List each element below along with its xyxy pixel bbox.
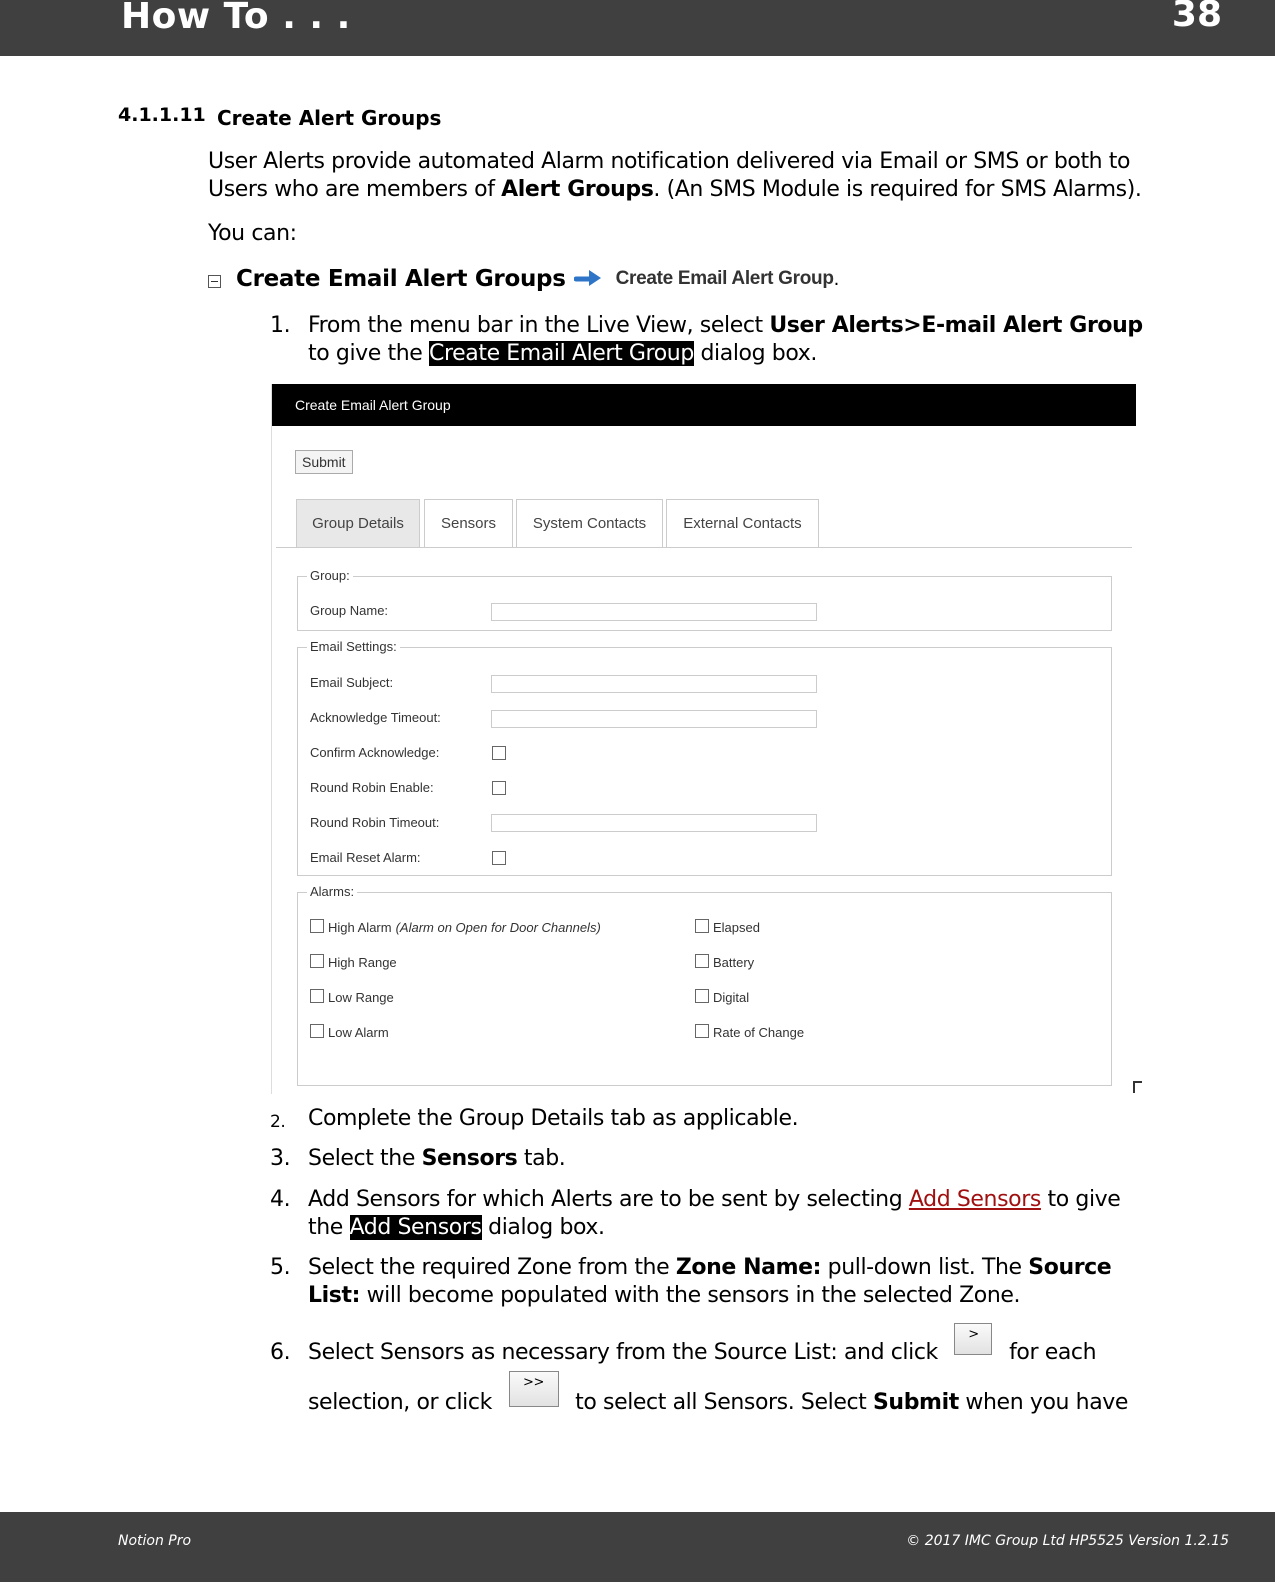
rr-timeout-input[interactable] bbox=[491, 814, 817, 832]
step-highlight: Create Email Alert Group bbox=[429, 341, 694, 366]
step-text: to select all Sensors. Select bbox=[568, 1390, 873, 1415]
create-email-alert-group-dialog bbox=[271, 384, 1136, 1094]
add-one-button[interactable]: > bbox=[954, 1323, 992, 1355]
group-fieldset bbox=[297, 568, 1112, 631]
alarm-elapsed[interactable] bbox=[695, 920, 760, 935]
submit-button[interactable]: Submit bbox=[295, 450, 353, 474]
add-all-button[interactable]: >> bbox=[509, 1371, 559, 1407]
ack-timeout-input[interactable] bbox=[491, 710, 817, 728]
email-settings-legend: Email Settings: bbox=[307, 639, 400, 654]
confirm-ack-label: Confirm Acknowledge: bbox=[310, 745, 440, 760]
alarm-label: Low Alarm bbox=[328, 1025, 389, 1040]
step-text: dialog box. bbox=[693, 341, 817, 366]
confirm-ack-checkbox[interactable] bbox=[492, 746, 506, 760]
reset-alarm-checkbox[interactable] bbox=[492, 851, 506, 865]
header-title: How To . . . bbox=[121, 0, 351, 37]
alarm-high-alarm[interactable] bbox=[310, 920, 601, 935]
intro-text-b: . (An SMS Module is required for SMS Alarms). bbox=[653, 177, 1142, 202]
step-highlight: Add Sensors bbox=[349, 1215, 482, 1240]
step-number: 6. bbox=[270, 1340, 291, 1365]
alarm-low-alarm[interactable] bbox=[310, 1025, 389, 1040]
alarm-digital[interactable] bbox=[695, 990, 749, 1005]
step-number: 2. bbox=[270, 1112, 286, 1132]
step-text: when you have bbox=[958, 1390, 1129, 1415]
intro-paragraph bbox=[208, 148, 1153, 204]
alarm-label: Digital bbox=[713, 990, 750, 1005]
step-text: to give the bbox=[308, 341, 430, 366]
alarm-battery[interactable] bbox=[695, 955, 754, 970]
alarm-label: High Range bbox=[328, 955, 397, 970]
page-footer bbox=[0, 1512, 1275, 1582]
step-bold: Zone Name: bbox=[675, 1255, 822, 1280]
tab-group-details[interactable]: Group Details bbox=[296, 499, 420, 547]
step-text: for each selection, or click bbox=[308, 1340, 1097, 1415]
tab-sensors[interactable]: Sensors bbox=[424, 499, 513, 547]
step-text: Add Sensors for which Alerts are to be sent by selecting bbox=[308, 1187, 909, 1212]
alarm-label: Battery bbox=[713, 955, 755, 970]
step-number: 1. bbox=[270, 313, 291, 338]
step-text: Select Sensors as necessary from the Source List: and click bbox=[308, 1340, 945, 1365]
step-bold: Source List: bbox=[308, 1255, 1112, 1308]
alarm-label: Rate of Change bbox=[713, 1025, 805, 1040]
group-name-label: Group Name: bbox=[310, 603, 389, 618]
email-subject-input[interactable] bbox=[491, 675, 817, 693]
group-legend: Group: bbox=[307, 568, 353, 583]
checkbox[interactable] bbox=[310, 919, 324, 933]
step-text: will become populated with the sensors in the selected Zone. bbox=[359, 1283, 1021, 1308]
page-number: 38 bbox=[1171, 0, 1222, 35]
step-bold: Sensors bbox=[421, 1146, 518, 1171]
intro-bold: Alert Groups bbox=[501, 177, 654, 202]
rr-timeout-label: Round Robin Timeout: bbox=[310, 815, 440, 830]
step-number: 4. bbox=[270, 1187, 291, 1212]
alarm-rate-of-change[interactable] bbox=[695, 1025, 804, 1040]
step-4 bbox=[270, 1186, 1150, 1242]
tab-external-contacts[interactable]: External Contacts bbox=[666, 499, 819, 547]
rr-enable-checkbox[interactable] bbox=[492, 781, 506, 795]
checkbox[interactable] bbox=[695, 989, 709, 1003]
you-can-text: You can: bbox=[208, 221, 297, 246]
step-2 bbox=[270, 1105, 1150, 1133]
step-text: pull-down list. The bbox=[821, 1255, 1029, 1280]
checkbox[interactable] bbox=[310, 954, 324, 968]
alarm-low-range[interactable] bbox=[310, 990, 394, 1005]
step-text: Select the bbox=[308, 1146, 422, 1171]
group-name-input[interactable] bbox=[491, 603, 817, 621]
section-number: 4.1.1.11 bbox=[118, 104, 206, 126]
alarm-label: High Alarm bbox=[328, 920, 392, 935]
step-text: Select the required Zone from the bbox=[308, 1255, 676, 1280]
footer-product: Notion Pro bbox=[118, 1533, 192, 1549]
step-text: From the menu bar in the Live View, select bbox=[308, 313, 770, 338]
step-text: Complete the Group Details tab as applicable. bbox=[308, 1106, 799, 1131]
dialog-title: Create Email Alert Group bbox=[272, 384, 1136, 426]
rr-enable-label: Round Robin Enable: bbox=[310, 780, 434, 795]
checkbox[interactable] bbox=[310, 989, 324, 1003]
checkbox[interactable] bbox=[695, 919, 709, 933]
expander-label: Create Email Alert Groups bbox=[236, 266, 566, 292]
email-subject-label: Email Subject: bbox=[310, 675, 394, 690]
collapse-icon[interactable] bbox=[208, 275, 221, 288]
step-bold: Submit bbox=[872, 1390, 959, 1415]
alarms-legend: Alarms: bbox=[307, 884, 357, 899]
step-text: dialog box. bbox=[481, 1215, 605, 1240]
ack-timeout-label: Acknowledge Timeout: bbox=[310, 710, 441, 725]
step-text: to give the bbox=[308, 1187, 1121, 1240]
step-1 bbox=[270, 312, 1150, 368]
expander-create-email-alert-groups[interactable] bbox=[208, 266, 839, 292]
email-settings-fieldset bbox=[297, 639, 1112, 876]
step-6 bbox=[270, 1327, 1150, 1439]
page-header bbox=[0, 0, 1275, 56]
step-bold: User Alerts>E-mail Alert Group bbox=[769, 313, 1143, 338]
checkbox[interactable] bbox=[695, 1024, 709, 1038]
step-text: tab. bbox=[517, 1146, 566, 1171]
step-3 bbox=[270, 1145, 1150, 1173]
section-title: Create Alert Groups bbox=[217, 106, 442, 130]
tab-system-contacts[interactable]: System Contacts bbox=[516, 499, 663, 547]
create-email-alert-group-link[interactable]: Create Email Alert Group bbox=[615, 268, 834, 289]
checkbox[interactable] bbox=[695, 954, 709, 968]
alarm-note: (Alarm on Open for Door Channels) bbox=[395, 920, 601, 935]
reset-alarm-label: Email Reset Alarm: bbox=[310, 850, 421, 865]
footer-copyright: © 2017 IMC Group Ltd HP5525 Version 1.2.15 bbox=[906, 1533, 1229, 1549]
alarm-high-range[interactable] bbox=[310, 955, 397, 970]
intro-text-a: User Alerts provide automated Alarm notification delivered via Email or SMS or both to Users who are members of bbox=[208, 149, 1131, 202]
step-5 bbox=[270, 1254, 1150, 1310]
alarm-label: Elapsed bbox=[713, 920, 760, 935]
tab-bar bbox=[276, 499, 1132, 548]
arrow-right-icon bbox=[574, 267, 604, 291]
resize-corner bbox=[1133, 1081, 1142, 1093]
add-sensors-link[interactable]: Add Sensors bbox=[908, 1187, 1041, 1212]
step-number: 3. bbox=[270, 1146, 291, 1171]
step-number: 5. bbox=[270, 1255, 291, 1280]
checkbox[interactable] bbox=[310, 1024, 324, 1038]
expander-period: . bbox=[833, 268, 840, 290]
alarms-fieldset bbox=[297, 884, 1112, 1086]
alarm-label: Low Range bbox=[328, 990, 394, 1005]
